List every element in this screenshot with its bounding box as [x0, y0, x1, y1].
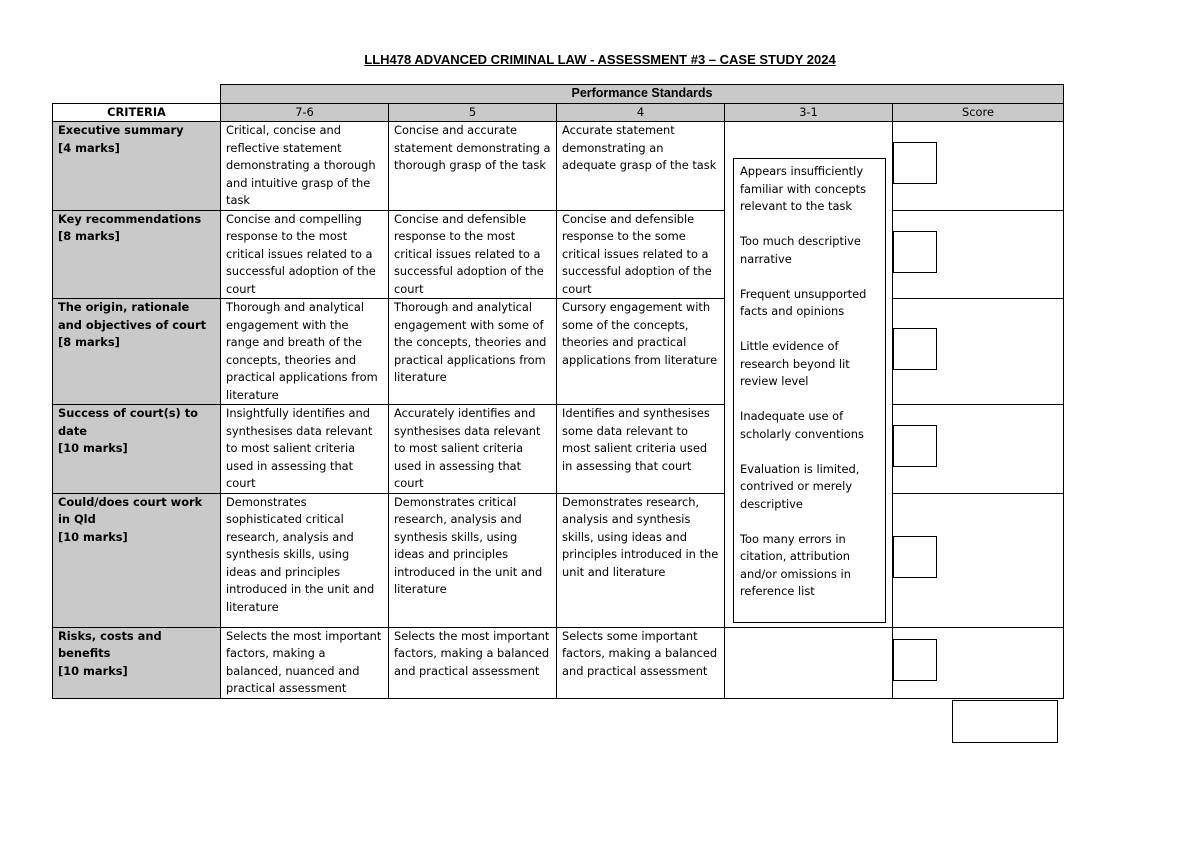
band-1-cell: Thorough and analytical engagement with the range and breath of the concepts, theories and practical applications from literature [221, 299, 389, 405]
criterion-marks: [10 marks] [58, 663, 128, 678]
band-4-note: Little evidence of research beyond lit review level [740, 339, 850, 388]
band-4-header: 3-1 [725, 103, 893, 122]
score-input-box[interactable] [893, 231, 937, 273]
band-4-cell [725, 627, 893, 698]
band-3-cell: Accurate statement demonstrating an adequate grasp of the task [557, 122, 725, 211]
criterion-cell [53, 627, 221, 698]
criterion-cell [53, 122, 221, 211]
score-input-box[interactable] [893, 536, 937, 578]
score-input-box[interactable] [893, 328, 937, 370]
band-1-cell: Demonstrates sophisticated critical research, analysis and synthesis skills, using ideas and principles introduced in the unit and literature [221, 493, 389, 627]
band-3-cell: Selects some important factors, making a balanced and practical assessment [557, 627, 725, 698]
criterion-label: Risks, costs and benefits [58, 628, 162, 660]
band-1-cell: Critical, concise and reflective statement demonstrating a thorough and intuitive grasp of the task [221, 122, 389, 211]
criterion-marks: [8 marks] [58, 335, 120, 349]
table-row [53, 405, 1064, 494]
band-2-cell: Demonstrates critical research, analysis and synthesis skills, using ideas and principles introduced in the unit and literature [389, 493, 557, 627]
column-header-row [53, 103, 1064, 122]
table-row [53, 493, 1064, 627]
band-4-note: Inadequate use of scholarly conventions [740, 409, 864, 441]
performance-standards-header-row [53, 85, 1064, 104]
score-cell [893, 405, 1064, 494]
empty-header-cell [53, 85, 221, 104]
band-4-note: Too many errors in citation, attribution and/or omissions in reference list [740, 531, 851, 598]
score-cell [893, 627, 1064, 698]
table-row [53, 122, 1064, 211]
score-input-box[interactable] [893, 142, 937, 184]
criterion-cell [53, 210, 221, 299]
score-header: Score [893, 103, 1064, 122]
criterion-marks: [8 marks] [58, 229, 120, 243]
band-1-header: 7-6 [221, 103, 389, 122]
band-1-cell: Concise and compelling response to the most critical issues related to a successful adoption of the court [221, 210, 389, 299]
criterion-label: Key recommendations [58, 211, 202, 226]
performance-standards-header: Performance Standards [221, 85, 1064, 104]
criterion-cell [53, 299, 221, 405]
table-row [53, 627, 1064, 698]
band-4-note: Too much descriptive narrative [740, 234, 861, 266]
score-input-box[interactable] [893, 639, 937, 681]
band-1-cell: Selects the most important factors, making a balanced, nuanced and practical assessment [221, 627, 389, 698]
criterion-cell [53, 493, 221, 627]
band-4-note: Frequent unsupported facts and opinions [740, 286, 867, 318]
criterion-marks: [10 marks] [58, 441, 128, 455]
band-2-header: 5 [389, 103, 557, 122]
band-3-cell: Concise and defensible response to the some critical issues related to a successful adoption of the court [557, 210, 725, 299]
table-row [53, 299, 1064, 405]
score-cell [893, 210, 1064, 299]
criterion-label: Success of court(s) to date [58, 406, 198, 438]
band-3-cell: Cursory engagement with some of the concepts, theories and practical applications from literature [557, 299, 725, 405]
assessment-rubric-table [52, 84, 1064, 699]
band-2-cell: Accurately identifies and synthesises data relevant to most salient criteria used in assessing that court [389, 405, 557, 494]
band-3-cell: Demonstrates research, analysis and synthesis skills, using ideas and principles introduced in the unit and literature [557, 493, 725, 627]
criteria-header: CRITERIA [53, 103, 221, 122]
score-input-box[interactable] [893, 425, 937, 467]
criterion-label: Executive summary [58, 123, 184, 137]
criterion-marks: [4 marks] [58, 140, 120, 155]
band-4-notes-box [733, 158, 886, 623]
score-cell [893, 493, 1064, 627]
band-1-cell: Insightfully identifies and synthesises data relevant to most salient criteria used in assessing that court [221, 405, 389, 494]
criterion-label: The origin, rationale and objectives of court [58, 300, 207, 332]
band-3-header: 4 [557, 103, 725, 122]
band-2-cell: Concise and defensible response to the most critical issues related to a successful adoption of the court [389, 210, 557, 299]
band-4-note: Appears insufficiently familiar with concepts relevant to the task [740, 164, 867, 213]
band-2-cell: Thorough and analytical engagement with some of the concepts, theories and practical applications from literature [389, 299, 557, 405]
band-4-note: Evaluation is limited, contrived or merely descriptive [740, 461, 860, 511]
document-title: LLH478 ADVANCED CRIMINAL LAW - ASSESSMENT #3 – CASE STUDY 2024 [364, 52, 836, 67]
table-row [53, 210, 1064, 299]
score-cell [893, 122, 1064, 211]
criterion-cell [53, 405, 221, 494]
score-cell [893, 299, 1064, 405]
criterion-marks: [10 marks] [58, 529, 128, 544]
criterion-label: Could/does court work in Qld [58, 494, 203, 526]
band-2-cell: Selects the most important factors, making a balanced and practical assessment [389, 627, 557, 698]
band-3-cell: Identifies and synthesises some data relevant to most salient criteria used in assessing that court [557, 405, 725, 494]
total-score-box[interactable] [952, 700, 1058, 743]
band-2-cell: Concise and accurate statement demonstrating a thorough grasp of the task [389, 122, 557, 211]
